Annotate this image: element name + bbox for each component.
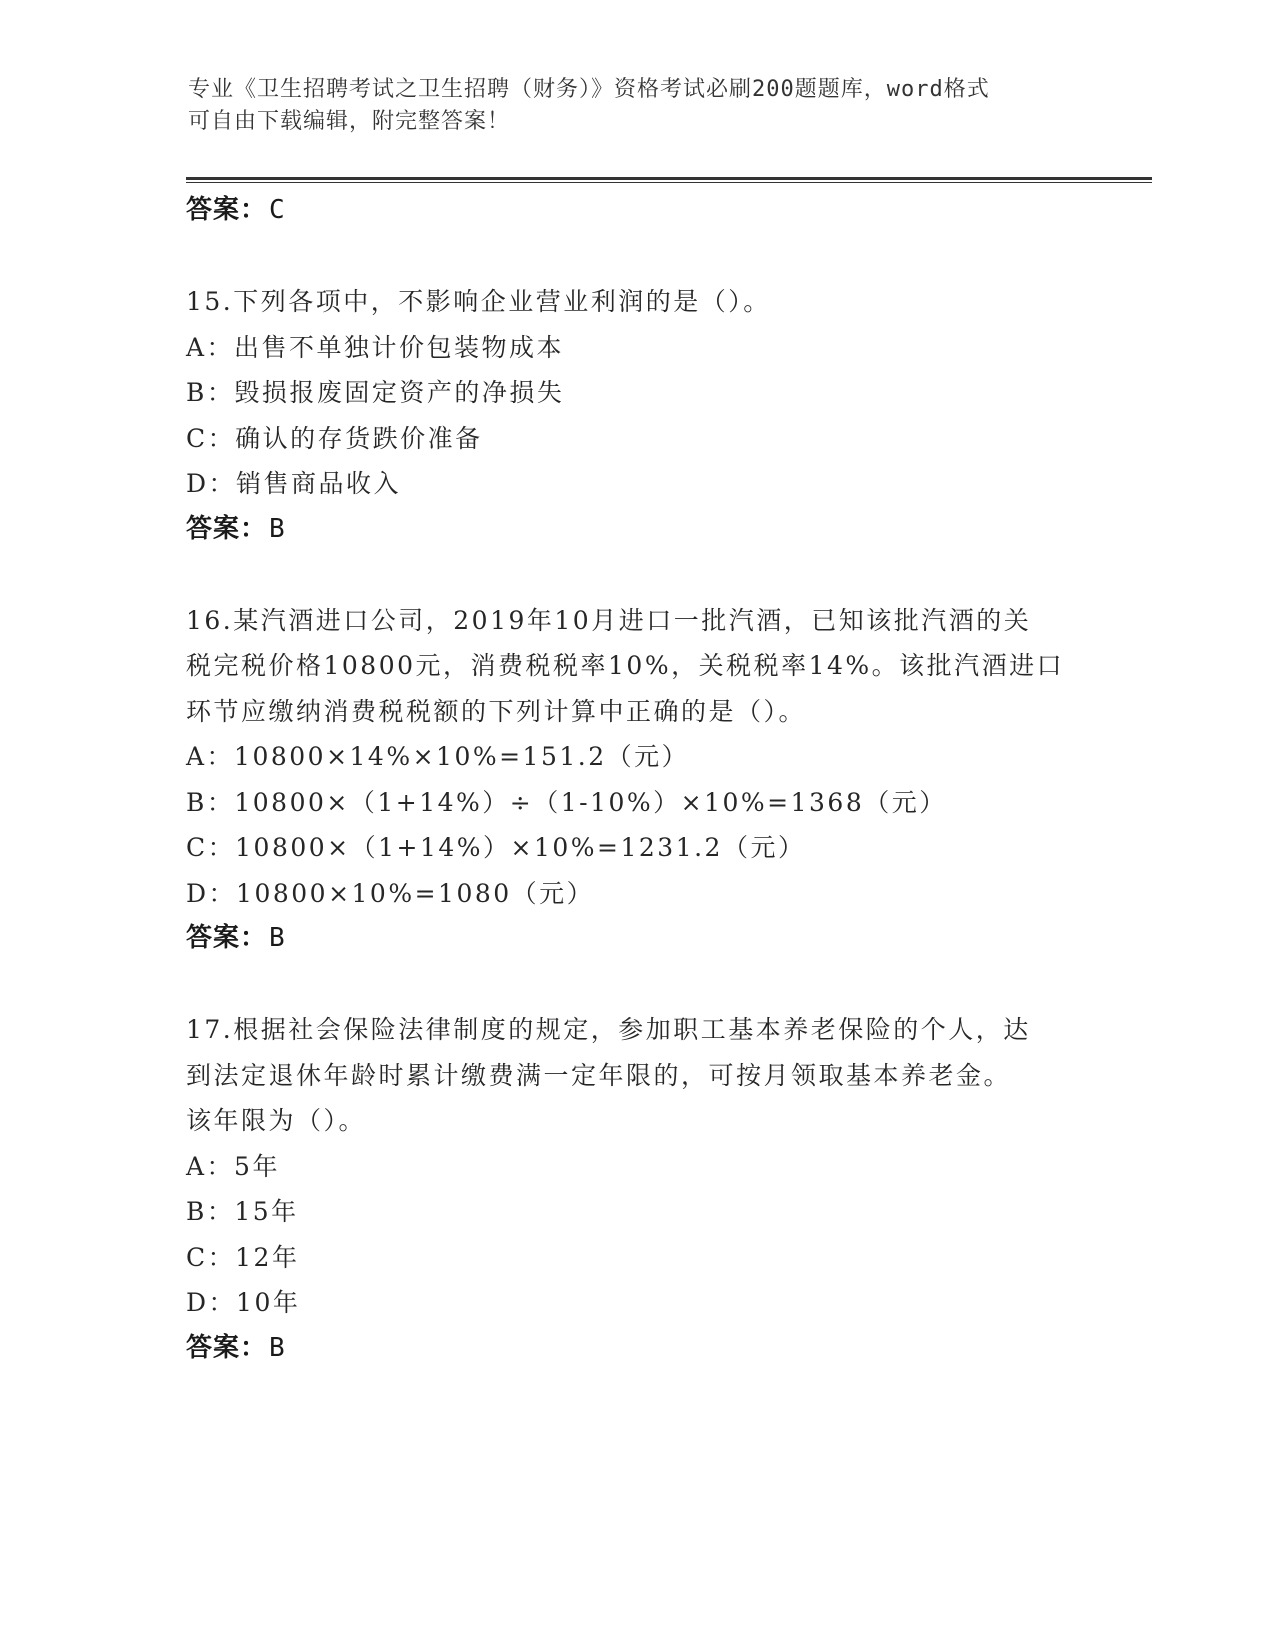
- answer-value: B: [269, 513, 286, 544]
- option-c: C：10800×（1+14%）×10%=1231.2（元）: [186, 833, 806, 862]
- option-c: C：确认的存货跌价准备: [186, 423, 483, 453]
- question-15: [186, 279, 1086, 552]
- option-d: D：10年: [186, 1288, 301, 1317]
- answer-label: 答案：: [186, 1332, 268, 1363]
- option-d: D：10800×10%=1080（元）: [186, 878, 595, 908]
- option-c: C：12年: [186, 1242, 300, 1272]
- question-answer: [186, 916, 1086, 962]
- option-b: B：15年: [186, 1197, 299, 1226]
- option-a: A：5年: [186, 1151, 280, 1181]
- answer-value: C: [269, 195, 286, 225]
- question-stem: 16.某汽酒进口公司，2019年10月进口一批汽酒，已知该批汽酒的关: [186, 605, 1032, 635]
- option-d: D：销售商品收入: [186, 469, 402, 498]
- header-line-2: 可自由下载编辑，附完整答案！: [188, 109, 511, 134]
- question-stem: 税完税价格10800元，消费税税率10%，关税税率14%。该批汽酒进口: [186, 651, 1065, 680]
- answer-label: 答案：: [186, 923, 268, 953]
- option-b: B：毁损报废固定资产的净损失: [186, 378, 565, 407]
- question-answer: [186, 1326, 1086, 1372]
- header-line-1: 专业《卫生招聘考试之卫生招聘（财务）》资格考试必刷200题题库，word格式: [188, 77, 990, 102]
- question-17: [186, 1007, 1086, 1371]
- answer-value: B: [269, 1332, 286, 1363]
- header-divider: [186, 177, 1152, 183]
- previous-answer: [186, 188, 1086, 234]
- spacer: [186, 552, 1086, 598]
- option-a: A：出售不单独计价包装物成本: [186, 332, 565, 362]
- option-b: B：10800×（1+14%）÷（1-10%）×10%=1368（元）: [186, 787, 947, 817]
- question-stem: 该年限为（）。: [186, 1106, 367, 1135]
- spacer: [186, 234, 1086, 280]
- question-answer: [186, 507, 1086, 553]
- spacer: [186, 962, 1086, 1008]
- answer-value: B: [269, 923, 286, 953]
- option-a: A：10800×14%×10%=151.2（元）: [186, 742, 690, 771]
- question-stem: 环节应缴纳消费税税额的下列计算中正确的是（）。: [186, 696, 807, 726]
- answer-label: 答案：: [186, 195, 268, 225]
- question-16: [186, 598, 1086, 962]
- document-body: [186, 188, 1086, 1371]
- question-stem: 17.根据社会保险法律制度的规定，参加职工基本养老保险的个人，达: [186, 1015, 1031, 1044]
- question-stem: 到法定退休年龄时累计缴费满一定年限的，可按月领取基本养老金。: [186, 1060, 1012, 1090]
- question-stem: 15.下列各项中，不影响企业营业利润的是（）。: [186, 287, 771, 316]
- document-header: [188, 74, 1068, 138]
- answer-label: 答案：: [186, 513, 268, 544]
